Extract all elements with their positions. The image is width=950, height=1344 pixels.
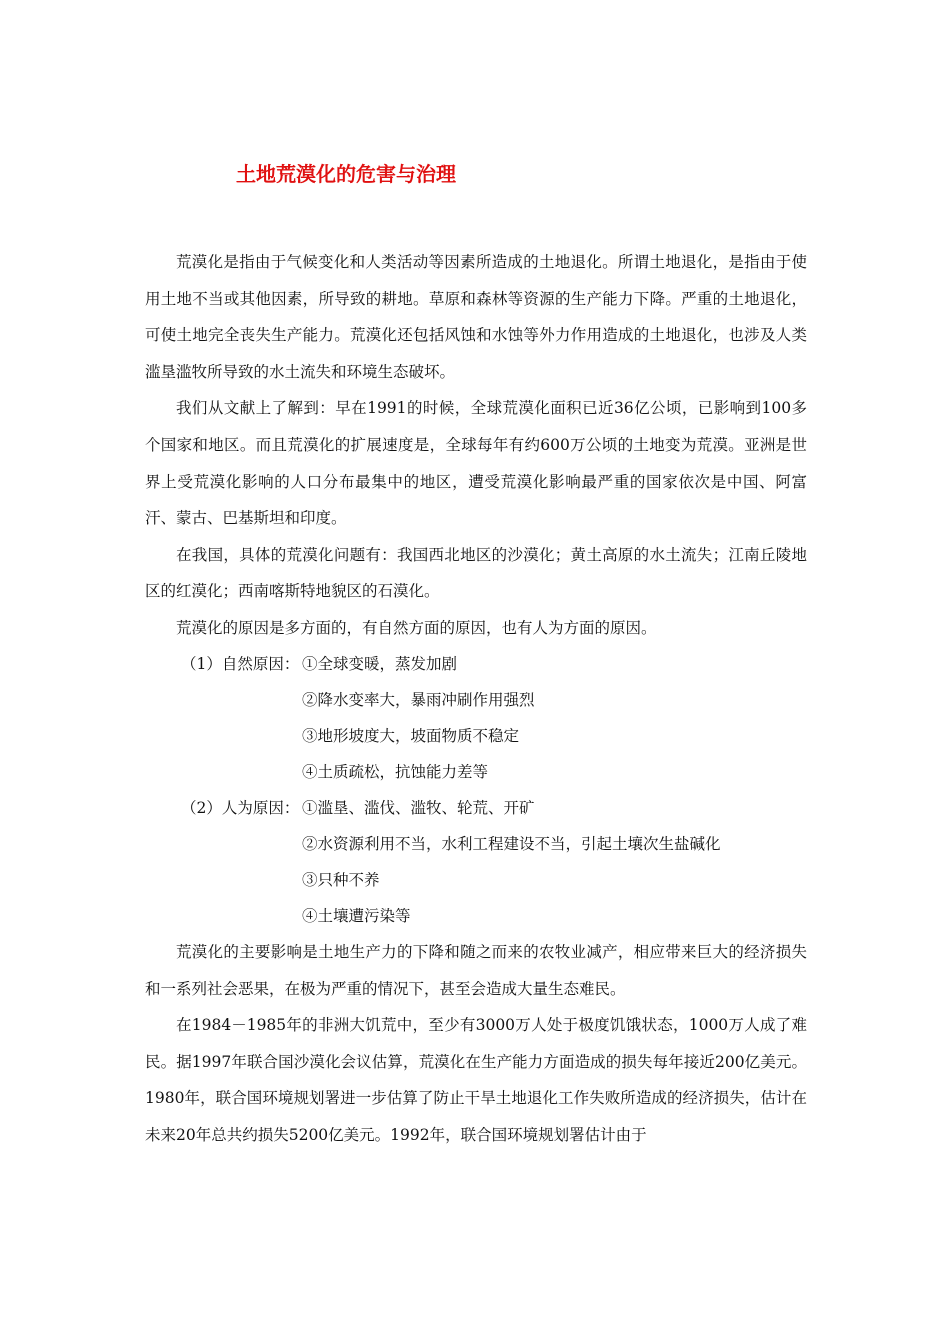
paragraph-definition: 荒漠化是指由于气候变化和人类活动等因素所造成的土地退化。所谓土地退化，是指由于使用土地不当或其他因素，所导致的耕地。草原和森林等资源的生产能力下降。严重的土地退化，可使土地完全丧失生产能力。荒漠化还包括风蚀和水蚀等外力作用造成的土地退化，也涉及人类滥垦滥牧所导致的水土流失和环境生态破坏。 — [145, 253, 807, 381]
paragraph-economic-losses: 在1984－1985年的非洲大饥荒中，至少有3000万人处于极度饥饿状态，1000万人成了难民。据1997年联合国沙漠化会议估算，荒漠化在生产能力方面造成的损失每年接近200亿美元。1980年，联合国环境规划署进一步估算了防止干旱土地退化工作失败所造成的经济损失，估计在未来20年总共约损失5200亿美元。1992年，联合国环境规划署估计由于 — [145, 1016, 807, 1144]
document-body — [145, 244, 807, 1154]
human-causes-heading: （2）人为原因： — [181, 798, 300, 817]
natural-causes-heading: （1）自然原因： — [181, 654, 300, 673]
paragraph-causes-intro: 荒漠化的原因是多方面的，有自然方面的原因，也有人为方面的原因。 — [176, 618, 657, 637]
natural-causes-row-1 — [145, 646, 807, 682]
paragraph-china-problems: 在我国，具体的荒漠化问题有：我国西北地区的沙漠化；黄土高原的水土流失；江南丘陵地区的红漠化；西南喀斯特地貌区的石漠化。 — [145, 545, 807, 601]
list-item: ③地形坡度大，坡面物质不稳定 — [302, 726, 520, 745]
human-causes-row-2 — [145, 826, 807, 862]
paragraph-global-extent: 我们从文献上了解到：早在1991的时候，全球荒漠化面积已近36亿公顷，已影响到100多个国家和地区。而且荒漠化的扩展速度是，全球每年有约600万公顷的土地变为荒漠。亚洲是世界上受荒漠化影响的人口分布最集中的地区，遭受荒漠化影响最严重的国家依次是中国、阿富汗、蒙古、巴基斯坦和印度。 — [145, 399, 807, 528]
list-item: ②水资源利用不当，水利工程建设不当，引起土壤次生盐碱化 — [302, 834, 721, 853]
list-item: ④土质疏松，抗蚀能力差等 — [302, 762, 489, 781]
list-item: ①全球变暖，蒸发加剧 — [302, 654, 458, 673]
natural-causes-row-4 — [145, 754, 807, 790]
paragraph-impacts: 荒漠化的主要影响是土地生产力的下降和随之而来的农牧业减产，相应带来巨大的经济损失和一系列社会恶果，在极为严重的情况下，甚至会造成大量生态难民。 — [145, 942, 807, 998]
human-causes-row-1 — [145, 790, 807, 826]
list-item: ②降水变率大，暴雨冲刷作用强烈 — [302, 690, 535, 709]
list-item: ④土壤遭污染等 — [302, 906, 411, 925]
document-title: 土地荒漠化的危害与治理 — [236, 162, 456, 186]
natural-causes-row-3 — [145, 718, 807, 754]
human-causes-row-4 — [145, 898, 807, 934]
human-causes-row-3 — [145, 862, 807, 898]
list-item: ③只种不养 — [302, 870, 380, 889]
natural-causes-row-2 — [145, 682, 807, 718]
list-item: ①滥垦、滥伐、滥牧、轮荒、开矿 — [302, 798, 535, 817]
